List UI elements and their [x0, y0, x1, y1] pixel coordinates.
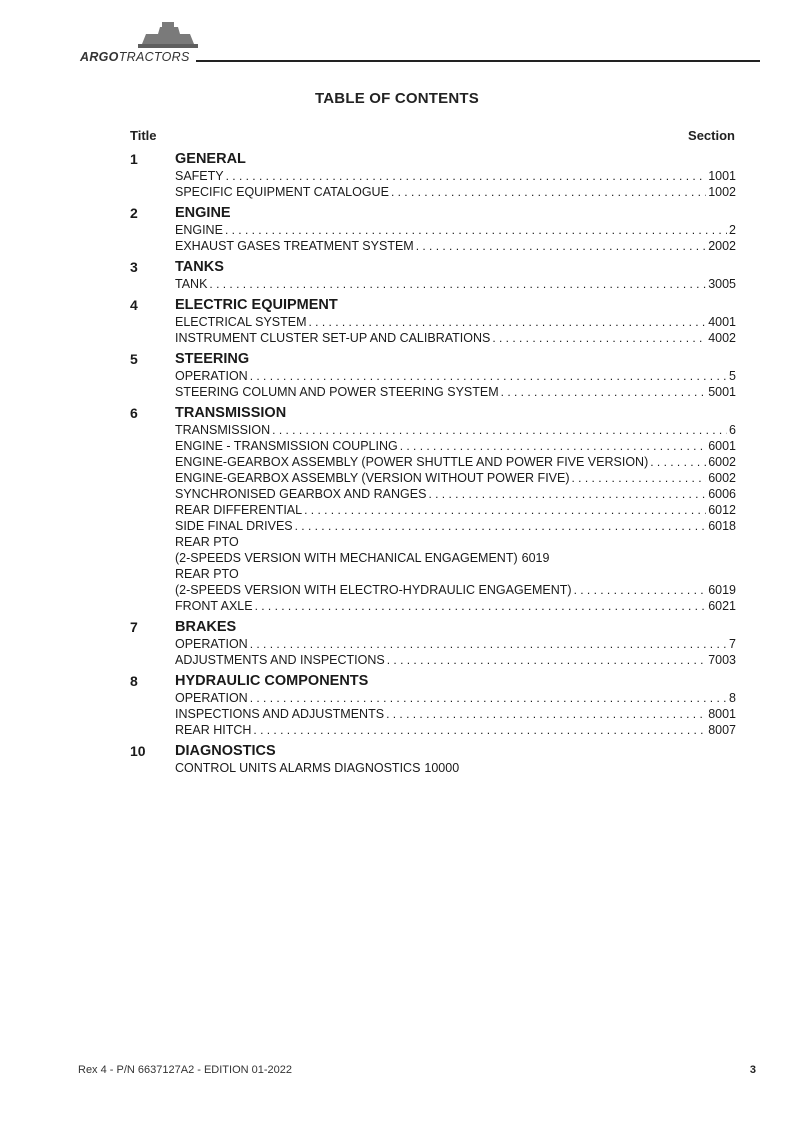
toc-entry[interactable] [175, 636, 736, 652]
entry-label: TANK [175, 277, 208, 291]
dot-leader [416, 238, 706, 254]
entry-label: REAR PTO [175, 535, 239, 549]
toc-entry[interactable] [175, 314, 736, 330]
chapter-title[interactable]: HYDRAULIC COMPONENTS [175, 673, 369, 689]
footer-edition: Rex 4 - P/N 6637127A2 - EDITION 01-2022 [78, 1064, 292, 1076]
dot-leader [492, 330, 706, 346]
entry-section-number: 8001 [708, 707, 736, 721]
dot-leader [255, 598, 707, 614]
entry-label: STEERING COLUMN AND POWER STEERING SYSTEM [175, 385, 499, 399]
page-header [78, 22, 760, 66]
entry-section-number: 6002 [708, 455, 736, 469]
toc-chapter [130, 672, 736, 738]
chapter-number: 3 [130, 259, 138, 275]
entry-label: REAR HITCH [175, 723, 252, 737]
dot-leader [226, 168, 707, 184]
toc-entry[interactable] [175, 222, 736, 238]
entry-label: REAR DIFFERENTIAL [175, 503, 303, 517]
chapter-title[interactable]: TRANSMISSION [175, 405, 287, 421]
entry-section-number: 10000 [424, 761, 460, 775]
chapter-number: 8 [130, 673, 138, 689]
toc-entry[interactable] [175, 652, 736, 668]
page-title: TABLE OF CONTENTS [315, 90, 479, 107]
entry-label: CONTROL UNITS ALARMS DIAGNOSTICS [175, 761, 421, 775]
chapter-title[interactable]: ENGINE [175, 205, 231, 221]
entry-label: SIDE FINAL DRIVES [175, 519, 293, 533]
toc-entry[interactable] [175, 454, 736, 470]
dot-leader [391, 184, 706, 200]
chapter-title[interactable]: GENERAL [175, 151, 246, 167]
entry-section-number: 6021 [708, 599, 736, 613]
chapter-number: 5 [130, 351, 138, 367]
entry-section-number: 6001 [708, 439, 736, 453]
chapter-title[interactable]: ELECTRIC EQUIPMENT [175, 297, 338, 313]
entry-section-number: 5001 [708, 385, 736, 399]
entry-label: ELECTRICAL SYSTEM [175, 315, 307, 329]
toc-chapter [130, 204, 736, 254]
toc-entry[interactable] [175, 384, 736, 400]
entry-section-number: 2002 [708, 239, 736, 253]
dot-leader [650, 454, 706, 470]
entry-section-number: 7003 [708, 653, 736, 667]
chapter-number: 2 [130, 205, 138, 221]
toc-entry[interactable] [175, 502, 736, 518]
entry-label: ENGINE [175, 223, 223, 237]
toc-entry[interactable] [175, 330, 736, 346]
entry-section-number: 6019 [521, 551, 550, 565]
toc-entry[interactable] [175, 722, 736, 738]
entry-section-number: 6019 [708, 583, 736, 597]
column-header-title: Title [130, 128, 157, 143]
entry-label: EXHAUST GASES TREATMENT SYSTEM [175, 239, 414, 253]
toc-entry[interactable] [175, 760, 736, 776]
entry-section-number: 4002 [708, 331, 736, 345]
entry-label: ENGINE - TRANSMISSION COUPLING [175, 439, 398, 453]
entry-label: REAR PTO [175, 567, 239, 581]
entry-label: INSTRUMENT CLUSTER SET-UP AND CALIBRATIONS [175, 331, 491, 345]
toc-chapter [130, 350, 736, 400]
toc-entry[interactable] [175, 168, 736, 184]
dot-leader [225, 222, 727, 238]
chapter-number: 6 [130, 405, 138, 421]
toc-entry[interactable] [175, 550, 736, 566]
entry-label: OPERATION [175, 369, 248, 383]
dot-leader [572, 470, 707, 486]
chapter-number: 1 [130, 151, 138, 167]
toc-entry[interactable] [175, 706, 736, 722]
toc-entry[interactable] [175, 368, 736, 384]
entry-section-number: 1001 [708, 169, 736, 183]
toc-chapter [130, 296, 736, 346]
entry-label: FRONT AXLE [175, 599, 253, 613]
toc-entry[interactable] [175, 276, 736, 292]
dot-leader [209, 276, 706, 292]
entry-section-number: 6 [729, 423, 736, 437]
entry-section-number: 7 [729, 637, 736, 651]
toc-entry[interactable] [175, 690, 736, 706]
chapter-title[interactable]: STEERING [175, 351, 250, 367]
entry-label: INSPECTIONS AND ADJUSTMENTS [175, 707, 385, 721]
toc-entry[interactable] [175, 582, 736, 598]
toc-entry[interactable] [175, 534, 736, 550]
entry-label: ENGINE-GEARBOX ASSEMBLY (POWER SHUTTLE AND POWER FIVE VERSION) [175, 455, 649, 469]
entry-section-number: 6006 [708, 487, 736, 501]
entry-label: ADJUSTMENTS AND INSPECTIONS [175, 653, 385, 667]
entry-label: SPECIFIC EQUIPMENT CATALOGUE [175, 185, 389, 199]
toc-entry[interactable] [175, 184, 736, 200]
entry-section-number: 8007 [708, 723, 736, 737]
entry-label: TRANSMISSION [175, 423, 271, 437]
entry-label: (2-SPEEDS VERSION WITH ELECTRO-HYDRAULIC ENGAGEMENT) [175, 583, 572, 597]
toc-entry[interactable] [175, 598, 736, 614]
table-of-contents [130, 150, 736, 780]
toc-chapter [130, 150, 736, 200]
toc-chapter [130, 404, 736, 614]
chapter-title[interactable]: TANKS [175, 259, 224, 275]
dot-leader [250, 368, 727, 384]
chapter-number: 10 [130, 743, 146, 759]
entry-section-number: 1002 [708, 185, 736, 199]
tractor-logo-icon [132, 22, 202, 52]
entry-label: OPERATION [175, 691, 248, 705]
dot-leader [387, 652, 706, 668]
entry-label: (2-SPEEDS VERSION WITH MECHANICAL ENGAGEMENT) [175, 551, 518, 565]
dot-leader [250, 636, 727, 652]
toc-entry[interactable] [175, 422, 736, 438]
dot-leader [400, 438, 706, 454]
toc-chapter [130, 258, 736, 292]
entry-section-number: 6012 [708, 503, 736, 517]
dot-leader [309, 314, 707, 330]
chapter-title[interactable]: DIAGNOSTICS [175, 743, 276, 759]
chapter-title[interactable]: BRAKES [175, 619, 237, 635]
toc-chapter [130, 742, 736, 776]
dot-leader [428, 486, 706, 502]
dot-leader [304, 502, 706, 518]
chapter-number: 7 [130, 619, 138, 635]
entry-label: SAFETY [175, 169, 224, 183]
entry-section-number: 6018 [708, 519, 736, 533]
entry-section-number: 6002 [708, 471, 736, 485]
toc-entry[interactable] [175, 486, 736, 502]
page-number: 3 [749, 1064, 756, 1076]
chapter-number: 4 [130, 297, 138, 313]
dot-leader [253, 722, 706, 738]
dot-leader [574, 582, 707, 598]
entry-label: ENGINE-GEARBOX ASSEMBLY (VERSION WITHOUT POWER FIVE) [175, 471, 570, 485]
dot-leader [501, 384, 707, 400]
toc-entry[interactable] [175, 566, 736, 582]
toc-entry[interactable] [175, 518, 736, 534]
toc-entry[interactable] [175, 470, 736, 486]
dot-leader [295, 518, 707, 534]
entry-section-number: 4001 [708, 315, 736, 329]
entry-section-number: 5 [729, 369, 736, 383]
dot-leader [386, 706, 706, 722]
entry-label: OPERATION [175, 637, 248, 651]
header-rule [196, 60, 760, 62]
toc-chapter [130, 618, 736, 668]
entry-section-number: 2 [729, 223, 736, 237]
entry-label: SYNCHRONISED GEARBOX AND RANGES [175, 487, 427, 501]
entry-section-number: 3005 [708, 277, 736, 291]
toc-entry[interactable] [175, 438, 736, 454]
toc-entry[interactable] [175, 238, 736, 254]
brand-logo: ARGOTRACTORS [80, 50, 190, 64]
entry-section-number: 8 [729, 691, 736, 705]
dot-leader [250, 690, 727, 706]
column-header-section: Section [688, 128, 735, 143]
dot-leader [272, 422, 727, 438]
